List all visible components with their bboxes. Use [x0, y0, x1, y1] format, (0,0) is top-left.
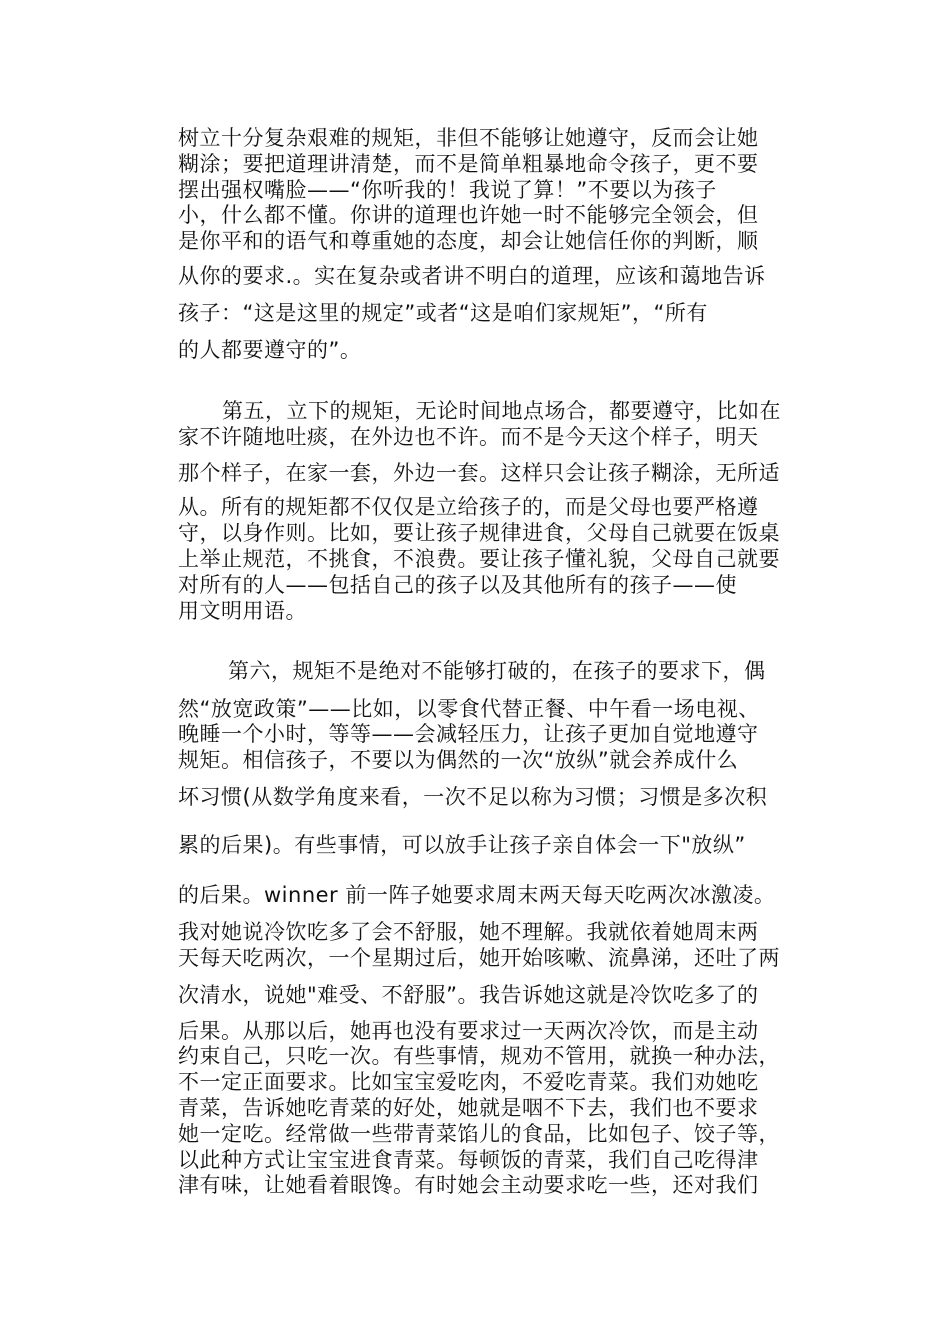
- text-line: 的后果。winner 前一阵子她要求周末两天每天吃两次冰激凌。: [178, 883, 776, 907]
- text-line: 以此种方式让宝宝进食青菜。每顿饭的青菜，我们自己吃得津: [178, 1148, 759, 1172]
- text-line: 不一定正面要求。比如宝宝爱吃肉，不爱吃青菜。我们劝她吃: [178, 1070, 759, 1094]
- text-line: 晚睡一个小时，等等——会减轻压力，让孩子更加自觉地遵守: [178, 722, 759, 746]
- text-line: 累的后果)。有些事情，可以放手让孩子亲自体会一下"放纵”: [178, 833, 746, 857]
- text-line: 然“放宽政策”——比如，以零食代替正餐、中午看一场电视、: [178, 697, 760, 721]
- text-line: 规矩。相信孩子，不要以为偶然的一次“放纵”就会养成什么: [178, 748, 739, 772]
- text-line: 津有味，让她看着眼馋。有时她会主动要求吃一些，还对我们: [178, 1173, 759, 1197]
- text-line: 约束自己，只吃一次。有些事情，规劝不管用，就换一种办法，: [178, 1044, 780, 1068]
- text-line: 小，什么都不懂。你讲的道理也许她一时不能够完全领会，但: [178, 203, 759, 227]
- text-line: 天每天吃两次，一个星期过后，她开始咳嗽、流鼻涕，还吐了两: [178, 946, 780, 970]
- text-line: 守，以身作则。比如，要让孩子规律进食，父母自己就要在饭桌: [178, 521, 780, 545]
- paragraph-five-start: 第五，立下的规矩，无论时间地点场合，都要遵守，比如在: [222, 399, 781, 423]
- text-line: 摆出强权嘴脸——“你听我的！我说了算！”不要以为孩子: [178, 178, 717, 202]
- text-line: 的人都要遵守的”。: [178, 338, 362, 362]
- text-line: 我对她说冷饮吃多了会不舒服，她不理解。我就依着她周末两: [178, 920, 759, 944]
- text-line: 从。所有的规矩都不仅仅是立给孩子的，而是父母也要严格遵: [178, 495, 759, 519]
- text-line: 是你平和的语气和尊重她的态度，却会让她信任你的判断，顺: [178, 229, 759, 253]
- text-line: 用文明用语。: [178, 599, 307, 623]
- text-line: 上举止规范，不挑食，不浪费。要让孩子懂礼貌，父母自己就要: [178, 547, 780, 571]
- text-line: 从你的要求.。实在复杂或者讲不明白的道理，应该和蔼地告诉: [178, 264, 766, 288]
- text-line: 树立十分复杂艰难的规矩，非但不能够让她遵守，反而会让她: [178, 126, 759, 150]
- text-line: 孩子：“这是这里的规定”或者“这是咱们家规矩”，“所有: [178, 301, 708, 325]
- paragraph-six-start: 第六，规矩不是绝对不能够打破的，在孩子的要求下，偶: [228, 659, 766, 683]
- text-line: 家不许随地吐痰，在外边也不许。而不是今天这个样子，明天: [178, 425, 759, 449]
- text-line: 青菜，告诉她吃青菜的好处，她就是咽不下去，我们也不要求: [178, 1096, 759, 1120]
- text-line: 糊涂；要把道理讲清楚，而不是简单粗暴地命令孩子，更不要: [178, 152, 759, 176]
- text-line: 那个样子，在家一套，外边一套。这样只会让孩子糊涂，无所适: [178, 461, 780, 485]
- text-line: 后果。从那以后，她再也没有要求过一天两次冷饮，而是主动: [178, 1019, 759, 1043]
- text-line: 她一定吃。经常做一些带青菜馅儿的食品，比如包子、饺子等，: [178, 1122, 780, 1146]
- text-line: 对所有的人——包括自己的孩子以及其他所有的孩子——使: [178, 573, 737, 597]
- text-line: 次清水，说她"难受、不舒服”。我告诉她这就是冷饮吃多了的: [178, 983, 759, 1007]
- text-line: 坏习惯(从数学角度来看，一次不足以称为习惯；习惯是多次积: [178, 785, 768, 809]
